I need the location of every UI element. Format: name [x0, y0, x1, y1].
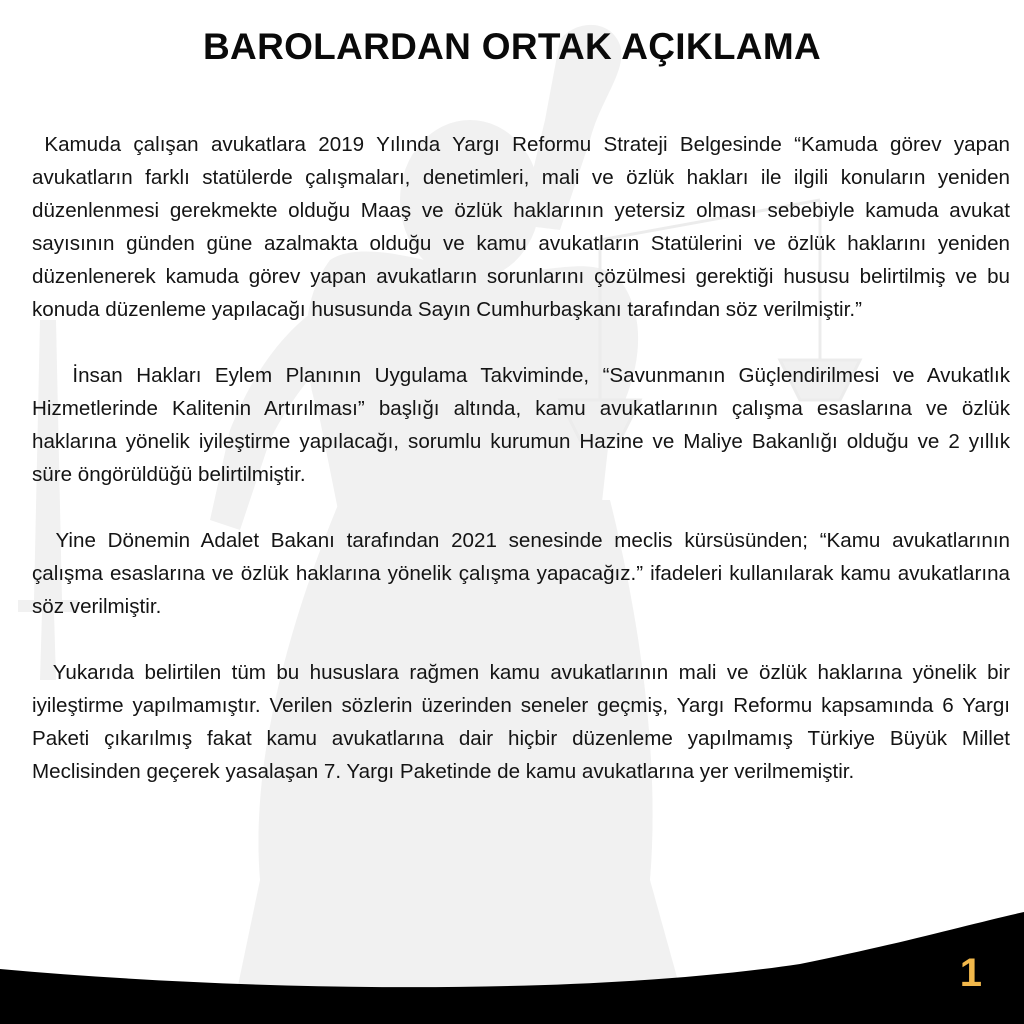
document-body — [32, 128, 1010, 821]
paragraph-4: Yukarıda belirtilen tüm bu hususlara rağmen kamu avukatlarının mali ve özlük haklarına yönelik bir iyileştirme yapılmamıştır. Verilen sözlerin üzerinden seneler geçmiş, Yargı Reformu kapsamında 6 Yargı Paketi çıkarılmış fakat kamu avukatlarına dair hiçbir düzenleme yapılmamış Türkiye Büyük Millet Meclisinden geçerek yasalaşan 7. Yargı Paketinde de kamu avukatlarına yer verilmemiştir. — [32, 661, 1010, 783]
paragraph-2: İnsan Hakları Eylem Planının Uygulama Takviminde, “Savunmanın Güçlendirilmesi ve Avukatlık Hizmetlerinde Kalitenin Artırılması” başlığı altında, kamu avukatlarının çalışma esaslarına ve özlük haklarına yönelik iyileştirme yapılacağı, sorumlu kurumun Hazine ve Maliye Bakanlığı olduğu ve 2 yıllık süre öngörüldüğü belirtilmiştir. — [32, 364, 1010, 486]
paragraph-3: Yine Dönemin Adalet Bakanı tarafından 2021 senesinde meclis kürsüsünden; “Kamu avukatlarının çalışma esaslarına ve özlük haklarına yönelik çalışma yapacağız.” ifadeleri kullanılarak kamu avukatlarına söz verilmiştir. — [32, 529, 1010, 618]
footer-wave-band — [0, 884, 1024, 1024]
paragraph-1: Kamuda çalışan avukatlara 2019 Yılında Yargı Reformu Strateji Belgesinde “Kamuda görev yapan avukatların farklı statülerde çalışmaları, denetimleri, mali ve özlük hakları ile ilgili konuların yeniden düzenlenmesi gerekmekte olduğu Maaş ve özlük haklarının yetersiz olması sebebiyle kamuda avukat sayısının günden güne azalmakta olduğu ve kamu avukatların Statülerini ve özlük haklarını yeniden düzenlenerek kamuda görev yapan avukatların sorunlarını çözülmesi gerektiği hususu belirtilmiş ve bu konuda düzenleme yapılacağı hususunda Sayın Cumhurbaşkanı tarafından söz verilmiştir.” — [32, 133, 1010, 321]
document-title: BAROLARDAN ORTAK AÇIKLAMA — [203, 26, 821, 67]
page-number: 1 — [959, 951, 982, 995]
